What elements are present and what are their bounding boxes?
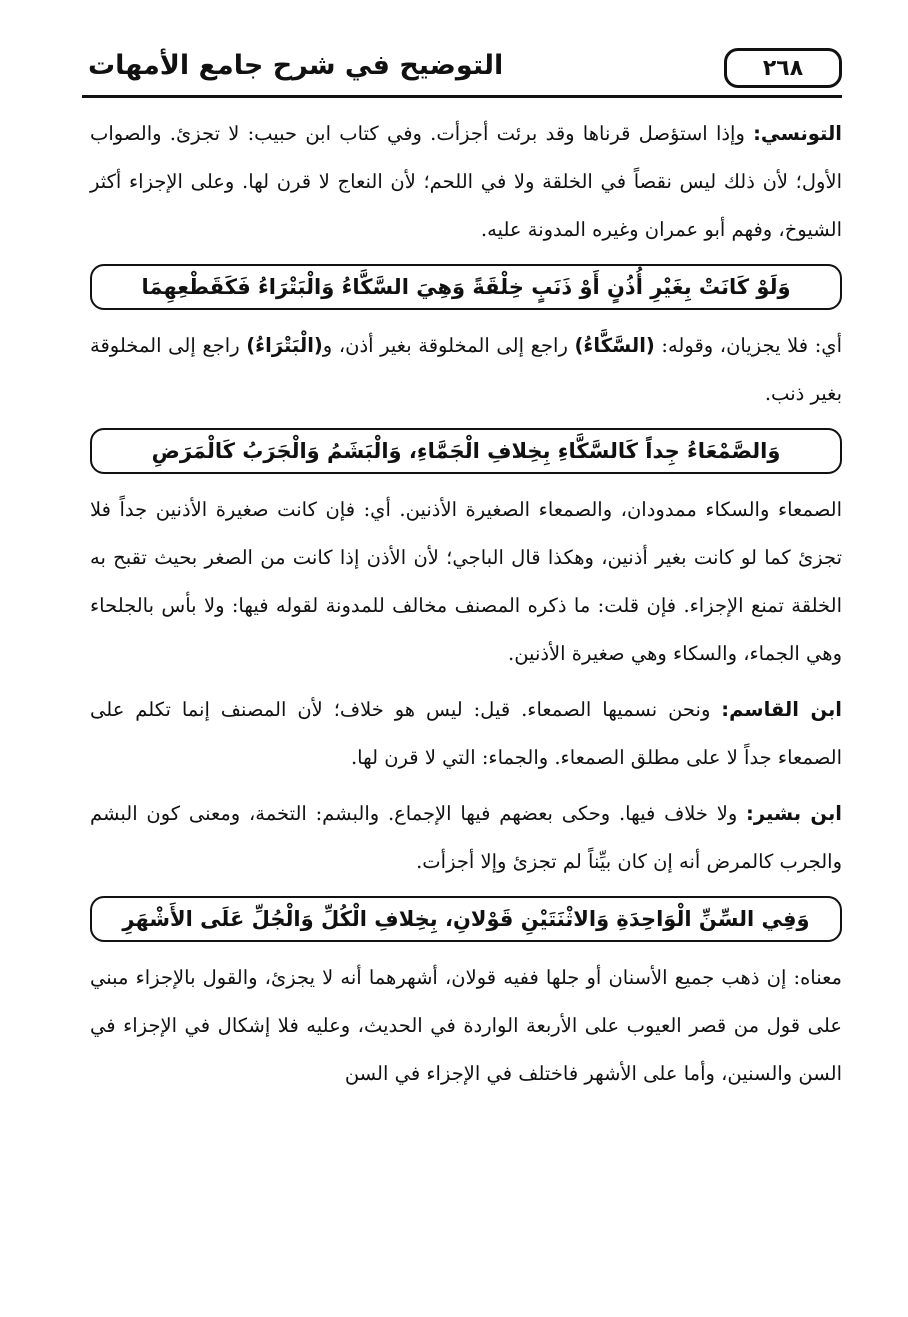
speaker-label: ابن القاسم: bbox=[721, 698, 842, 721]
paragraph-text: ولا خلاف فيها. وحكى بعضهم فيها الإجماع. والبشم: التخمة، ومعنى كون البشم والجرب كالمرض أنه إن كان بيِّناً لم تجزئ وإلا أجزأت. bbox=[90, 802, 842, 873]
paragraph-explanation bbox=[90, 322, 842, 418]
quoted-term: (السَّكَّاءُ) bbox=[574, 334, 655, 357]
paragraph-ibn-bashir bbox=[90, 790, 842, 886]
speaker-label: ابن بشير: bbox=[746, 802, 842, 825]
paragraph-text: ونحن نسميها الصمعاء. قيل: ليس هو خلاف؛ لأن المصنف إنما تكلم على الصمعاء جداً لا على مطلق الصمعاء. والجماء: التي لا قرن لها. bbox=[90, 698, 842, 769]
matn-text: وَفِي السِّنِّ الْوَاحِدَةِ وَالاثْنَتَيْنِ قَوْلانِ، بِخِلافِ الْكُلِّ وَالْجُلِّ عَلَى الأَشْهَرِ bbox=[122, 907, 810, 931]
header-divider bbox=[82, 95, 842, 98]
paragraph-text: أي: فلا يجزيان، وقوله: bbox=[654, 334, 842, 357]
matn-text: وَلَوْ كَانَتْ بِغَيْرِ أُذُنٍ أَوْ ذَنَبٍ خِلْقَةً وَهِيَ السَّكَّاءُ وَالْبَتْرَاءُ فَكَقَطْعِهِمَا bbox=[141, 275, 791, 299]
paragraph-samaa bbox=[90, 486, 842, 678]
speaker-label: التونسي: bbox=[753, 122, 842, 145]
paragraph-text: الصمعاء والسكاء ممدودان، والصمعاء الصغيرة الأذنين. أي: فإن كانت صغيرة الأذنين جداً فلا تجزئ كما لو كانت بغير أذنين، وهكذا قال الباجي؛ لأن الأذن إذا كانت من الصغر بحيث تقبح به الخلقة تمنع الإجزاء. فإن قلت: ما ذكره المصنف مخالف للمدونة لقوله فيها: ولا بأس بالجلحاء وهي الجماء، والسكاء وهي صغيرة الأذنين. bbox=[90, 498, 842, 665]
page-header bbox=[82, 46, 842, 98]
quoted-term: (الْبَتْرَاءُ) bbox=[246, 334, 323, 357]
paragraph-text: معناه: إن ذهب جميع الأسنان أو جلها ففيه قولان، أشهرهما أنه لا يجزئ، والقول بالإجزاء مبني على قول من قصر العيوب على الأربعة الواردة في الحديث، وعليه فلا إشكال في الإجزاء في السن والسنين، وأما على الأشهر فاختلف في الإجزاء في السن bbox=[90, 966, 842, 1085]
paragraph-text: راجع إلى المخلوقة بغير أذن، و bbox=[322, 334, 575, 357]
paragraph-tunisi bbox=[90, 110, 842, 254]
page-number: ٢٦٨ bbox=[724, 48, 842, 88]
paragraph-meaning bbox=[90, 954, 842, 1098]
paragraph-ibn-alqasim bbox=[90, 686, 842, 782]
matn-box bbox=[90, 896, 842, 942]
book-title: التوضيح في شرح جامع الأمهات bbox=[88, 50, 504, 81]
matn-box bbox=[90, 264, 842, 310]
matn-text: وَالصَّمْعَاءُ جِداً كَالسَّكَّاءِ بِخِلافِ الْجَمَّاءِ، وَالْبَشَمُ وَالْجَرَبُ كَالْمَرَضِ bbox=[151, 439, 781, 463]
paragraph-text: راجع إلى المخلوقة بغير ذنب. bbox=[90, 334, 842, 405]
page-body bbox=[90, 110, 842, 1106]
matn-box bbox=[90, 428, 842, 474]
paragraph-text: وإذا استؤصل قرناها وقد برئت أجزأت. وفي كتاب ابن حبيب: لا تجزئ. والصواب الأول؛ لأن ذلك ليس نقصاً في الخلقة ولا في اللحم؛ لأن النعاج لا قرن لها. وعلى الإجزاء أكثر الشيوخ، وفهم أبو عمران وغيره المدونة عليه. bbox=[90, 122, 842, 241]
